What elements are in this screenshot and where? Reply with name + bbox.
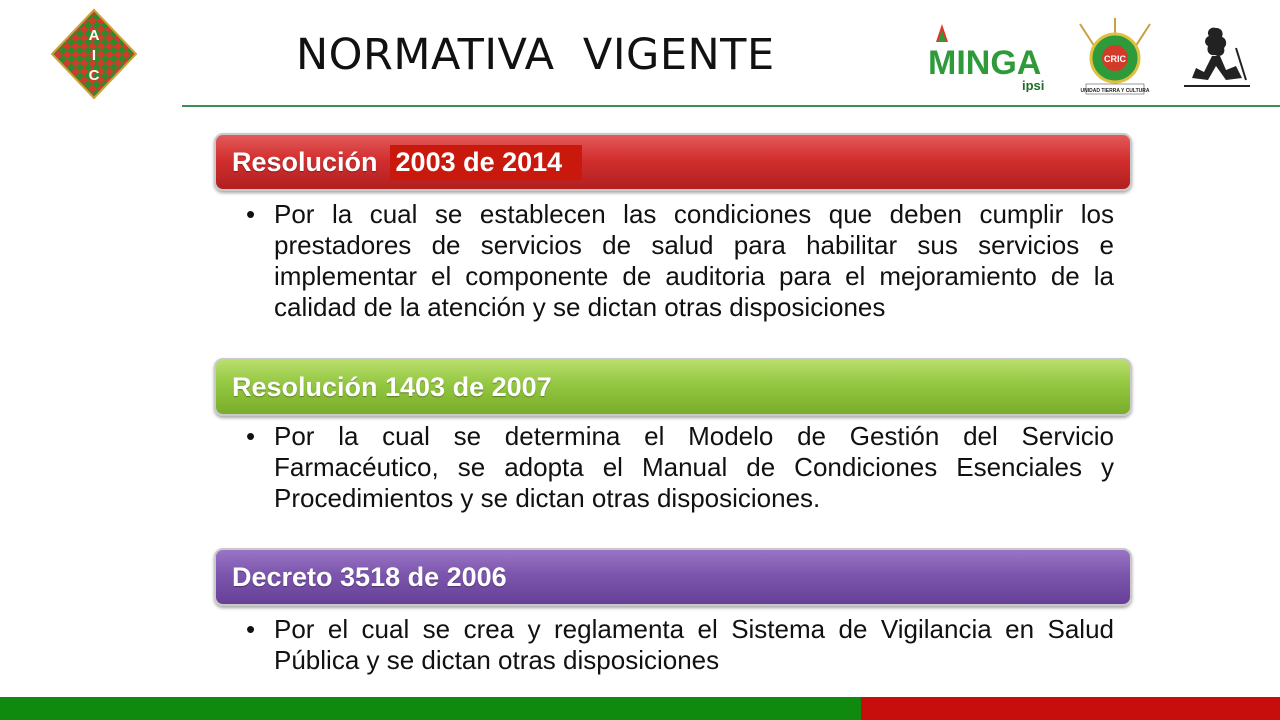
minga-ipsi-logo [926, 20, 1056, 92]
minga-text: MINGA [928, 44, 1042, 82]
section-description [246, 421, 1114, 514]
description-text: Por la cual se establecen las condiciones que deben cumplir los prestadores de servicios de salud para habilitar sus servicios e implementar el componente de auditoria para el mejoramiento de la calidad de la atención y se dictan otras disposiciones [274, 199, 1114, 322]
bullet: • [246, 421, 256, 451]
cric-logo [1072, 18, 1158, 96]
section-header-decreto-3518 [214, 548, 1132, 606]
cric-sub-text: UNIDAD TIERRA Y CULTURA [1080, 88, 1150, 94]
description-text: Por el cual se crea y reglamenta el Sistema de Vigilancia en Salud Pública y se dictan otras disposiciones [274, 614, 1114, 675]
logo-letter-a: A [88, 27, 100, 44]
header-divider [182, 105, 1280, 107]
section-label: Decreto 3518 de 2006 [232, 561, 507, 592]
section-label: Resolución 1403 de 2007 [232, 371, 552, 402]
section-description [246, 614, 1114, 676]
indigenous-figure-emblem [1182, 22, 1252, 90]
aic-logo [50, 8, 138, 100]
section-header-resolucion-2003 [214, 133, 1132, 191]
footer-red-band [861, 697, 1280, 720]
cric-text: CRIC [1104, 54, 1126, 64]
minga-sub-text: ipsi [1022, 78, 1045, 92]
bullet: • [246, 199, 256, 229]
section-label: Resolución [232, 146, 378, 177]
description-text: Por la cual se determina el Modelo de Gestión del Servicio Farmacéutico, se adopta el Manual de Condiciones Esenciales y Procedimientos y se dictan otras disposiciones. [274, 421, 1114, 513]
page-title: NORMATIVA VIGENTE [296, 30, 775, 80]
bullet: • [246, 614, 256, 644]
section-highlight: 2003 de 2014 [390, 145, 583, 180]
section-description [246, 199, 1114, 323]
logo-letter-c: C [88, 67, 100, 84]
footer-green-band [0, 697, 861, 720]
section-header-resolucion-1403 [214, 358, 1132, 416]
logo-letter-i: I [91, 47, 97, 64]
